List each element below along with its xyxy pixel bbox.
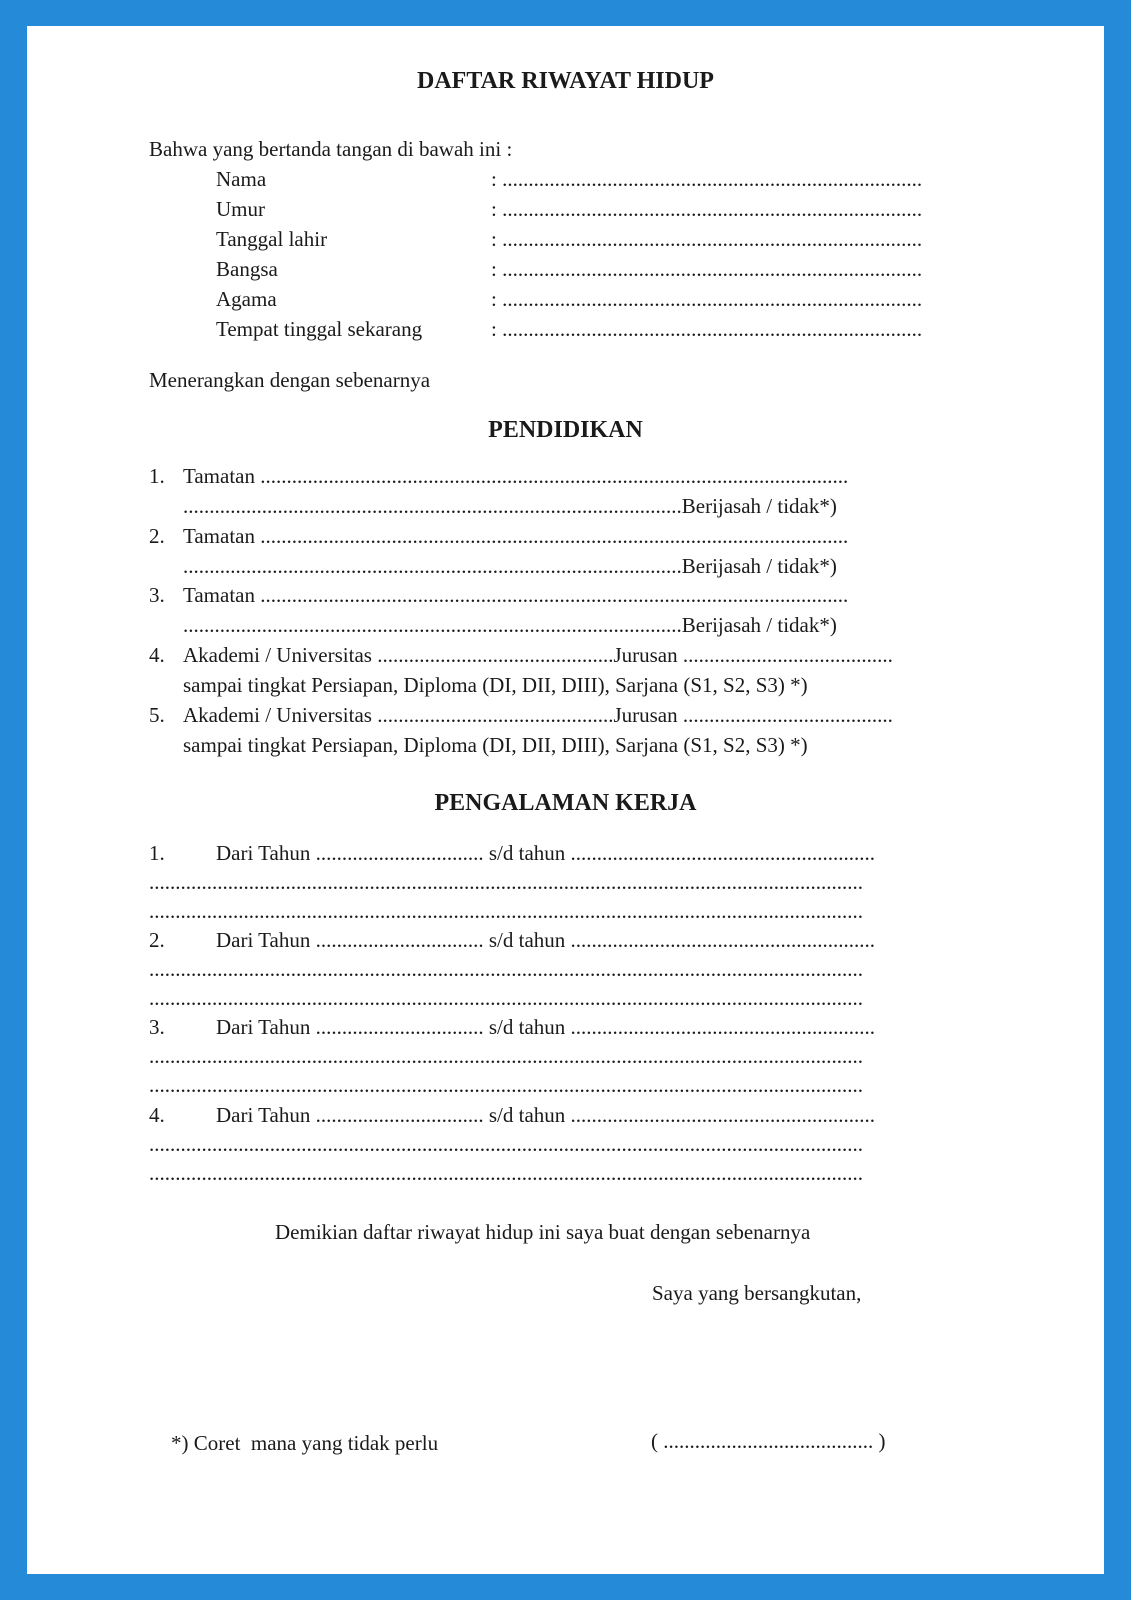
work-item-2-line1[interactable]: Dari Tahun ................................ s/d tahun ..........................................................	[216, 928, 876, 952]
education-item-2-num: 2.	[149, 524, 165, 548]
education-item-5-line1[interactable]: Akademi / Universitas .............................................Jurusan ........................................	[183, 703, 893, 727]
statement-text: Menerangkan dengan sebenarnya	[149, 368, 431, 392]
field-value-nama[interactable]: : ................................................................................	[491, 167, 923, 191]
education-item-3-line2[interactable]: ...............................................................................................Berijasah / tidak*)	[183, 613, 837, 637]
work-item-4-line1[interactable]: Dari Tahun ................................ s/d tahun ..........................................................	[216, 1103, 876, 1127]
education-item-4-line1[interactable]: Akademi / Universitas .............................................Jurusan ........................................	[183, 643, 893, 667]
document-page	[27, 26, 1104, 1574]
education-item-4-line2: sampai tingkat Persiapan, Diploma (DI, DII, DIII), Sarjana (S1, S2, S3) *)	[183, 673, 808, 697]
field-label-umur: Umur	[216, 197, 265, 221]
work-item-4-num: 4.	[149, 1103, 165, 1127]
work-item-2-line3[interactable]: ........................................................................................................................................	[149, 986, 863, 1010]
education-item-3-line1[interactable]: Tamatan ................................................................................................................	[183, 583, 849, 607]
field-label-agama: Agama	[216, 287, 277, 311]
field-value-bangsa[interactable]: : ................................................................................	[491, 257, 923, 281]
education-item-5-line2: sampai tingkat Persiapan, Diploma (DI, DII, DIII), Sarjana (S1, S2, S3) *)	[183, 733, 808, 757]
work-item-3-line2[interactable]: ........................................................................................................................................	[149, 1044, 863, 1068]
work-item-1-line1[interactable]: Dari Tahun ................................ s/d tahun ..........................................................	[216, 841, 876, 865]
field-label-tanggal-lahir: Tanggal lahir	[216, 227, 328, 251]
work-item-2-line2[interactable]: ........................................................................................................................................	[149, 957, 863, 981]
work-item-4-line2[interactable]: ........................................................................................................................................	[149, 1132, 863, 1156]
education-item-1-num: 1.	[149, 464, 165, 488]
education-item-5-num: 5.	[149, 703, 165, 727]
document-title: DAFTAR RIWAYAT HIDUP	[417, 68, 714, 94]
education-item-2-line1[interactable]: Tamatan ................................................................................................................	[183, 524, 849, 548]
signature-line[interactable]: ( ........................................ )	[651, 1429, 886, 1453]
field-value-tempat-tinggal[interactable]: : ................................................................................	[491, 317, 923, 341]
field-value-tanggal-lahir[interactable]: : ................................................................................	[491, 227, 923, 251]
work-heading: PENGALAMAN KERJA	[434, 790, 697, 816]
work-item-3-line3[interactable]: ........................................................................................................................................	[149, 1073, 863, 1097]
field-value-umur[interactable]: : ................................................................................	[491, 197, 923, 221]
education-heading: PENDIDIKAN	[488, 417, 643, 443]
footnote-text: *) Coret mana yang tidak perlu	[171, 1431, 439, 1455]
signature-intro: Saya yang bersangkutan,	[652, 1281, 862, 1305]
education-item-1-line2[interactable]: ...............................................................................................Berijasah / tidak*)	[183, 494, 837, 518]
education-item-3-num: 3.	[149, 583, 165, 607]
work-item-3-line1[interactable]: Dari Tahun ................................ s/d tahun ..........................................................	[216, 1015, 876, 1039]
closing-text: Demikian daftar riwayat hidup ini saya buat dengan sebenarnya	[275, 1220, 811, 1244]
field-label-nama: Nama	[216, 167, 267, 191]
work-item-1-line3[interactable]: ........................................................................................................................................	[149, 899, 863, 923]
field-label-tempat-tinggal: Tempat tinggal sekarang	[216, 317, 423, 341]
work-item-1-num: 1.	[149, 841, 165, 865]
intro-text: Bahwa yang bertanda tangan di bawah ini :	[149, 137, 513, 161]
education-item-2-line2[interactable]: ...............................................................................................Berijasah / tidak*)	[183, 554, 837, 578]
work-item-3-num: 3.	[149, 1015, 165, 1039]
education-item-4-num: 4.	[149, 643, 165, 667]
field-value-agama[interactable]: : ................................................................................	[491, 287, 923, 311]
work-item-4-line3[interactable]: ........................................................................................................................................	[149, 1161, 863, 1185]
field-label-bangsa: Bangsa	[216, 257, 278, 281]
work-item-2-num: 2.	[149, 928, 165, 952]
education-item-1-line1[interactable]: Tamatan ................................................................................................................	[183, 464, 849, 488]
work-item-1-line2[interactable]: ........................................................................................................................................	[149, 870, 863, 894]
